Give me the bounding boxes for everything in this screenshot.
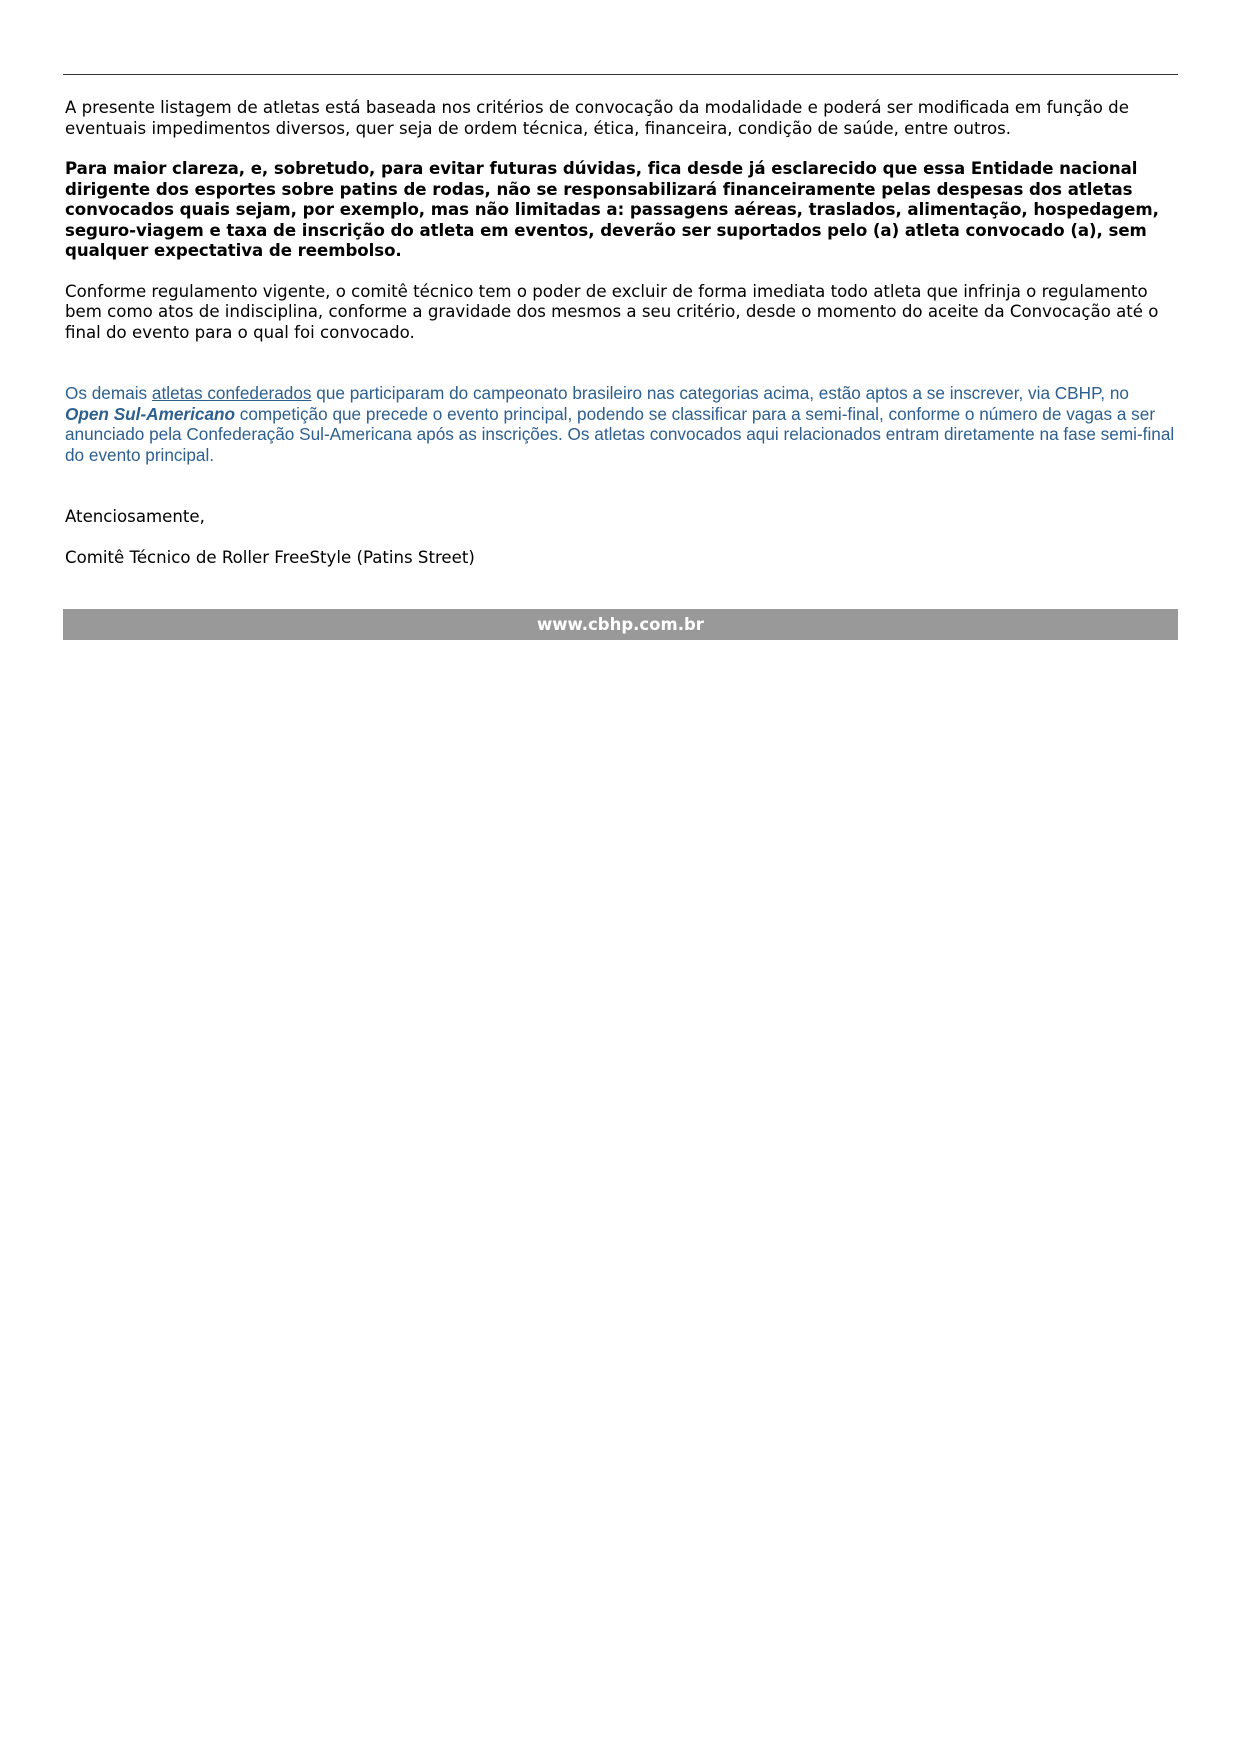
- intro-paragraph: A presente listagem de atletas está baseada nos critérios de convocação da modalidade e poderá ser modificada em função de eventuais impedimentos diversos, quer seja de ordem técnica, ética, financeira, condição de saúde, entre outros.: [65, 98, 1129, 138]
- open-sul-americano-emphasis: Open Sul-Americano: [65, 403, 235, 424]
- atletas-confederados-link[interactable]: atletas confederados: [151, 383, 312, 403]
- footer-website-link[interactable]: www.cbhp.com.br: [537, 615, 704, 634]
- document-body: [65, 98, 1177, 568]
- footer-bar: [63, 609, 1178, 640]
- open-paragraph-text-2: que participaram do campeonato brasileiro nas categorias acima, estão aptos a se inscrever, via CBHP, no: [311, 383, 1129, 403]
- open-paragraph-text-3: competição que precede o evento principal, podendo se classificar para a semi-final, conforme o número de vagas a ser anunciado pela Confederação Sul-Americana após as inscrições. Os atletas convocados aqui relacionados entram diretamente na fase semi-final do evento principal.: [65, 403, 1175, 465]
- signature-line: Comitê Técnico de Roller FreeStyle (Patins Street): [65, 547, 475, 567]
- closing-salutation: Atenciosamente,: [65, 507, 205, 527]
- header-divider: [63, 74, 1178, 75]
- open-sul-americano-paragraph: [65, 383, 1177, 465]
- financial-notice-paragraph: Para maior clareza, e, sobretudo, para evitar futuras dúvidas, fica desde já esclarecido que essa Entidade nacional dirigente dos esportes sobre patins de rodas, não se responsabilizará financeiramente pelas despesas dos atletas convocados quais sejam, por exemplo, mas não limitadas a: passagens aéreas, traslados, alimentação, hospedagem, seguro-viagem e taxa de inscrição do atleta em eventos, deverão ser suportados pelo (a) atleta convocado (a), sem qualquer expectativa de reembolso.: [65, 159, 1159, 260]
- open-paragraph-text-1: Os demais: [65, 383, 152, 403]
- regulation-paragraph: Conforme regulamento vigente, o comitê técnico tem o poder de excluir de forma imediata todo atleta que infrinja o regulamento bem como atos de indisciplina, conforme a gravidade dos mesmos a seu critério, desde o momento do aceite da Convocação até o final do evento para o qual foi convocado.: [65, 281, 1159, 342]
